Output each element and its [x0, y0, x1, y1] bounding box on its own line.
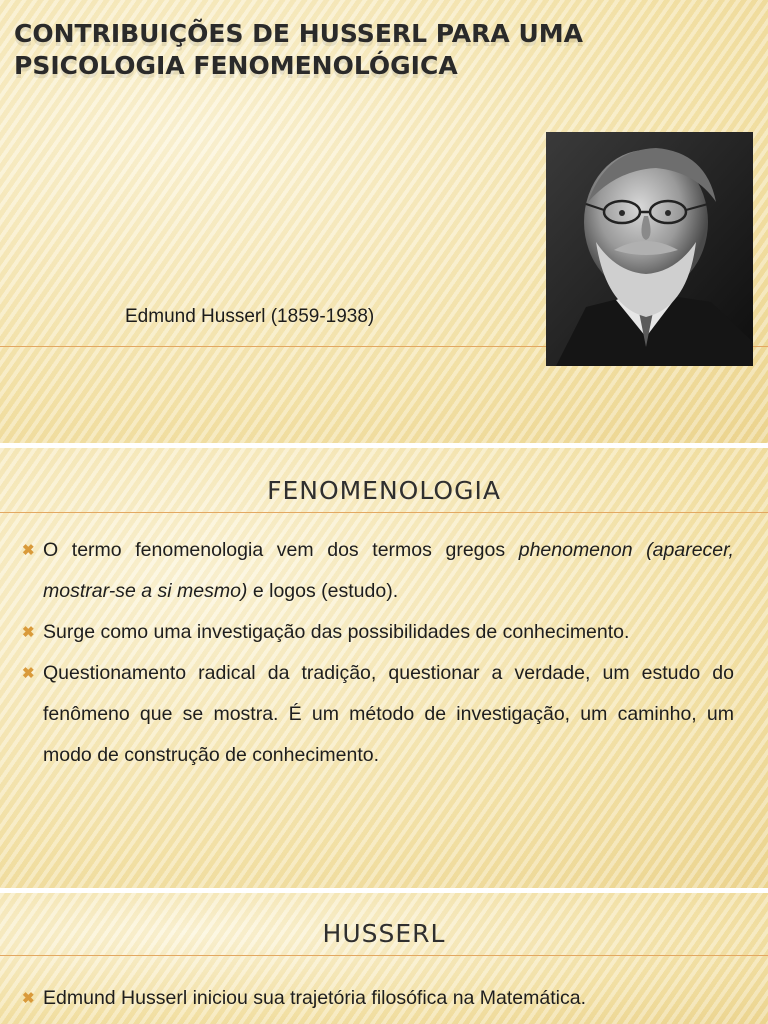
list-item [20, 612, 734, 653]
heading-divider [0, 955, 768, 956]
x-mark-icon: ✖ [22, 624, 35, 641]
section-heading [0, 476, 768, 505]
bullet-text-italic: phenomenon (aparecer, mostrar-se a si mesmo) [43, 539, 734, 602]
husserl-slide [0, 893, 768, 1024]
bullet-list [20, 978, 734, 1019]
list-item [20, 653, 734, 776]
bullet-text: Edmund Husserl iniciou sua trajetória filosófica na Matemática. [43, 987, 587, 1009]
section-heading [0, 919, 768, 948]
bullet-text-start: O termo fenomenologia vem dos termos gregos [43, 539, 519, 561]
x-mark-icon: ✖ [22, 990, 35, 1007]
heading-text: HUSSERL [322, 919, 446, 948]
fenomenologia-slide [0, 448, 768, 888]
photo-caption: Edmund Husserl (1859-1938) [125, 306, 375, 327]
bullet-list [20, 530, 734, 776]
slide-title: CONTRIBUIÇÕES DE HUSSERL PARA UMA PSICOLOGIA FENOMENOLÓGICA [14, 19, 583, 80]
heading-text: FENOMENOLOGIA [267, 476, 501, 505]
x-mark-icon: ✖ [22, 665, 35, 682]
list-item [20, 530, 734, 612]
husserl-portrait [546, 132, 753, 366]
x-mark-icon: ✖ [22, 542, 35, 559]
heading-divider [0, 512, 768, 513]
bullet-text-end: e logos (estudo). [247, 580, 399, 602]
portrait-photo-graphic [546, 132, 753, 366]
bullet-text: Surge como uma investigação das possibilidades de conhecimento. [43, 621, 630, 643]
title-slide [0, 0, 768, 443]
bullet-text: Questionamento radical da tradição, questionar a verdade, um estudo do fenômeno que se mostra. É um método de investigação, um caminho, um modo de construção de conhecimento. [43, 662, 734, 766]
list-item [20, 978, 734, 1019]
